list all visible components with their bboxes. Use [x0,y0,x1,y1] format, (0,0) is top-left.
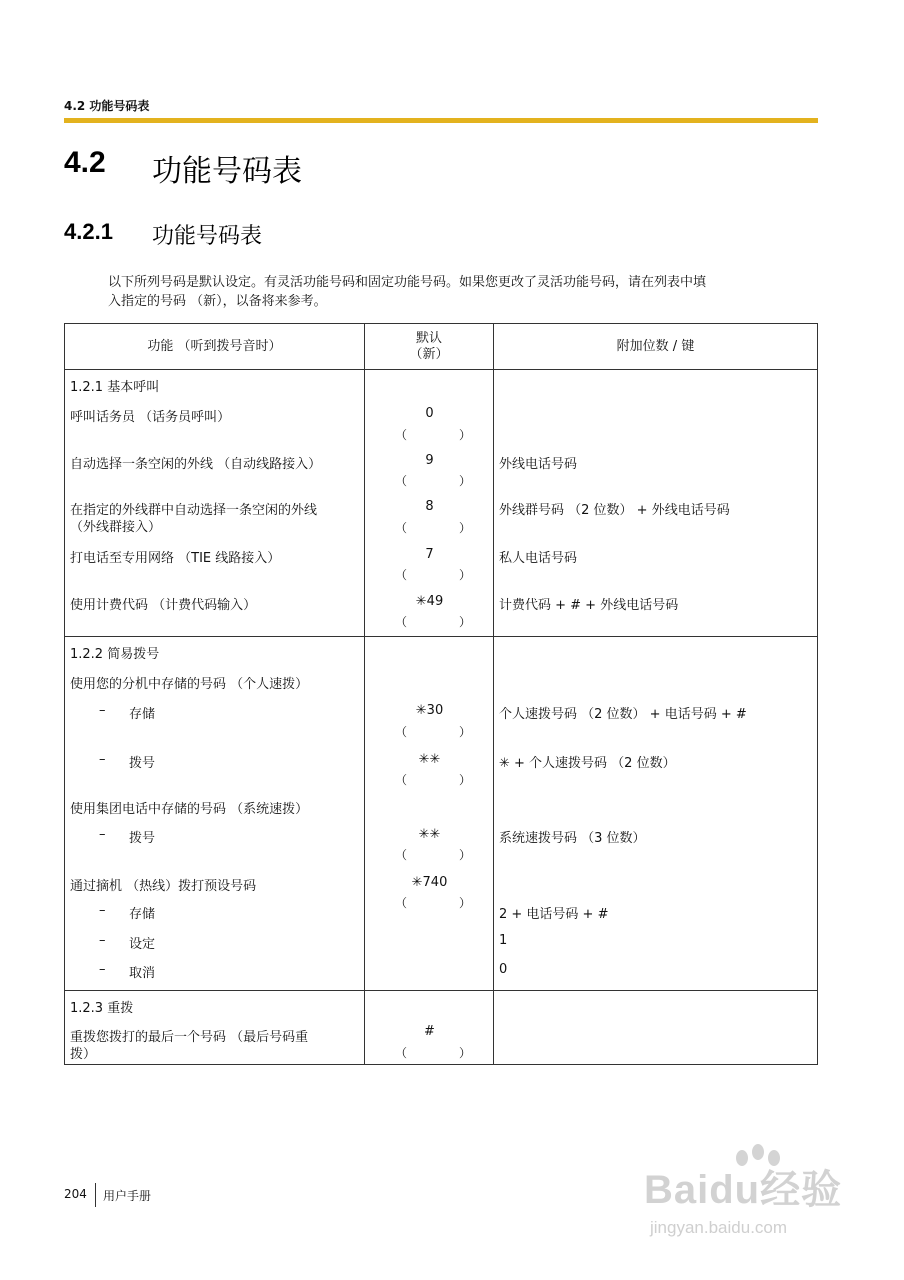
row-function: 呼叫话务员 （话务员呼叫） [70,410,231,425]
subsection-title: 功能号码表 [152,223,263,248]
default-code: ✳30 [415,703,444,718]
row-function: 自动选择一条空闲的外线 （自动线路接入） [70,457,322,472]
additional-digits: 系统速拨号码 （3 位数） [499,831,646,846]
section-number: 4.2 [64,146,106,179]
group-title: 1.2.3 重拨 [70,1001,134,1016]
row-sub-function: 取消 [129,966,156,981]
row-function: 通过摘机 （热线）拨打预设号码 [70,879,257,894]
feature-number-table [64,323,818,1065]
intro-line-1: 以下所列号码是默认设定。有灵活功能号码和固定功能号码。如果您更改了灵活功能号码，请在列表中填 [108,275,707,290]
default-code: 0 [425,406,434,421]
additional-digits: ✳ + 个人速拨号码 （2 位数） [499,756,676,771]
row-function: 在指定的外线群中自动选择一条空闲的外线 [70,503,318,518]
row-function: 使用计费代码 （计费代码输入） [70,598,257,613]
paw-icon [728,1144,788,1184]
dash: – [99,962,106,977]
header-additional: 附加位数 / 键 [494,324,818,370]
additional-digits: 外线电话号码 [499,457,578,472]
table-group-basic-call: 1.2.1 基本呼叫 呼叫话务员 （话务员呼叫） 自动选择一条空闲的外线 （自动线路接入） 在指定的外线群中自动选择一条空闲的外线 （外线群接入） 打电话至专用网络 （TIE 线路接入） 使用计费代码 （计费代码输入） 0 （ ） 9 （ ） 8 （ ） 7 （ ） ✳49 （ ） 外线电话号码 外线群号码 （2 位数） + 外线电话号码 私人电话号码 计费代码 + # + 外线电话号码 [65,370,818,637]
subsection-number: 4.2.1 [64,219,113,244]
additional-digits: 计费代码 + # + 外线电话号码 [499,598,679,613]
default-code: 8 [425,499,434,514]
watermark-site: jingyan.baidu.com [650,1218,788,1237]
row-sub-function: 拨号 [129,831,156,846]
additional-digits: 1 [499,933,508,948]
additional-digits: 2 + 电话号码 + # [499,907,609,922]
row-function-cont: （外线群接入） [70,520,162,535]
header-default [365,324,494,370]
header-function: 功能 （听到拨号音时） [65,324,365,370]
dash: – [99,827,106,842]
row-sub-function: 拨号 [129,756,156,771]
additional-digits: 私人电话号码 [499,551,578,566]
row-function: 打电话至专用网络 （TIE 线路接入） [70,551,281,566]
group-title: 1.2.2 简易拨号 [70,647,160,662]
table-header-row [65,324,818,370]
dash: – [99,752,106,767]
dash: – [99,903,106,918]
footer-doc-title: 用户手册 [103,1189,152,1203]
running-header: 4.2 功能号码表 [64,99,150,113]
intro-paragraph [108,273,813,311]
table-group-speed-dial: 1.2.2 简易拨号 使用您的分机中存储的号码 （个人速拨） – 存储 – 拨号 使用集团电话中存储的号码 （系统速拨） – 拨号 通过摘机 （热线）拨打预设号码 – 存储 – 设定 – 取消 ✳30 （ ） ✳✳ （ ） ✳✳ （ ） ✳740 （ ） 个人速拨号码 （2 位数） + 电话号码 + # ✳ + 个人速拨号码 （2 位数） 系统速拨号码 （3 位数） 2 + 电话号码 + # 1 0 [65,637,818,991]
default-code: ✳✳ [418,752,441,767]
row-sub-function: 存储 [129,907,156,922]
group-title: 1.2.1 基本呼叫 [70,380,160,395]
row-sub-function: 存储 [129,707,156,722]
additional-digits: 0 [499,962,508,977]
row-function: 重拨您拨打的最后一个号码 （最后号码重 [70,1030,309,1045]
row-sub-function: 设定 [129,937,156,952]
row-function: 使用集团电话中存储的号码 （系统速拨） [70,802,309,817]
default-code: ✳49 [415,594,444,609]
section-title: 功能号码表 [152,155,302,188]
footer-separator [95,1183,96,1207]
default-code: 9 [425,453,434,468]
additional-digits: 外线群号码 （2 位数） + 外线电话号码 [499,503,730,518]
header-default-line2: （新） [409,346,449,362]
default-code: 7 [425,547,434,562]
row-function-cont: 拨） [70,1047,97,1062]
header-default-line1: 默认 [415,330,442,346]
watermark-logo: Baidu经验 [644,1168,843,1212]
subsection-heading [64,219,263,248]
dash: – [99,933,106,948]
additional-digits: 个人速拨号码 （2 位数） + 电话号码 + # [499,707,747,722]
dash: – [99,703,106,718]
default-code: # [424,1024,435,1039]
table-group-redial: 1.2.3 重拨 重拨您拨打的最后一个号码 （最后号码重 拨） # （ ） [65,991,818,1065]
header-rule [64,118,818,123]
intro-line-2: 入指定的号码 （新），以备将来参考。 [108,294,327,309]
default-code: ✳740 [411,875,448,890]
page-number: 204 [64,1187,87,1201]
default-code: ✳✳ [418,827,441,842]
row-function: 使用您的分机中存储的号码 （个人速拨） [70,677,309,692]
section-heading [64,146,302,188]
watermark [644,1142,874,1252]
